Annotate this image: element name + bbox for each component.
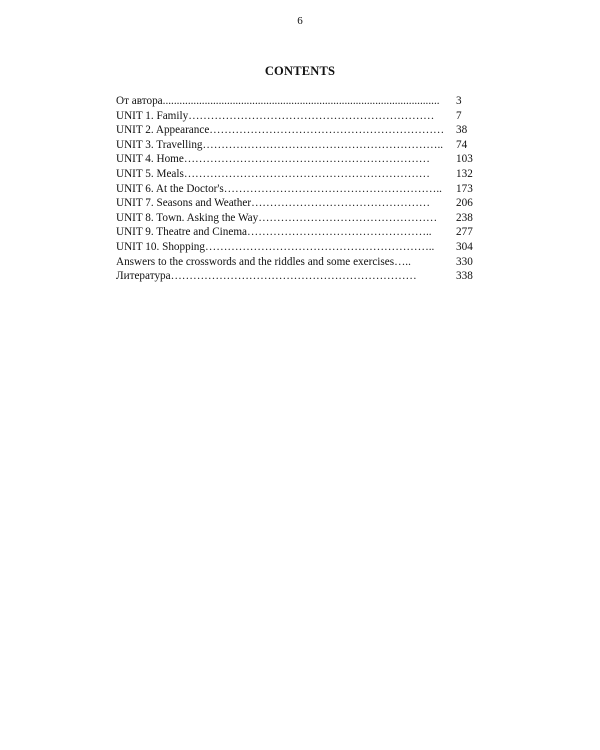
toc-label: UNIT 4. Home <box>116 153 184 166</box>
toc-page-number: 103 <box>456 153 473 166</box>
toc-row <box>116 255 478 270</box>
toc-label: UNIT 1. Family <box>116 109 189 122</box>
toc-page-number: 277 <box>456 226 473 239</box>
toc-leader-dots: ……………………………………………………….. <box>202 138 444 151</box>
toc-leader-dots: ………………………………………… <box>251 197 431 210</box>
toc-label: От автора <box>116 95 163 107</box>
toc-leader-dots: ………………………………………………….. <box>223 182 442 195</box>
toc-leader-dots: ………………………………………… <box>258 211 438 224</box>
toc-page-number: 330 <box>456 255 473 268</box>
toc-label: UNIT 2. Appearance <box>116 124 210 137</box>
toc-page-number: 173 <box>456 182 473 195</box>
toc-row <box>116 211 478 226</box>
toc-leader-dots: ………………………………………………………… <box>183 167 430 180</box>
toc-entry <box>116 225 447 240</box>
toc-label: UNIT 9. Theatre and Cinema <box>116 226 247 239</box>
toc-row <box>116 167 478 182</box>
toc-label: UNIT 7. Seasons and Weather <box>116 197 252 210</box>
toc-row <box>116 225 478 240</box>
toc-row <box>116 109 478 124</box>
page-number: 6 <box>297 15 303 27</box>
toc-leader-dots: ….. <box>394 255 411 268</box>
toc-label: UNIT 6. At the Doctor's <box>116 182 224 195</box>
toc-label: UNIT 8. Town. Asking the Way <box>116 211 259 224</box>
toc-label: UNIT 10. Shopping <box>116 240 205 253</box>
toc-page-number: 7 <box>456 109 462 122</box>
toc-entry <box>116 182 447 197</box>
table-of-contents <box>116 94 478 284</box>
toc-page-number: 238 <box>456 211 473 224</box>
toc-leader-dots: ………………………………………………………… <box>183 153 430 166</box>
toc-entry <box>116 123 447 138</box>
toc-page-number: 206 <box>456 197 473 210</box>
contents-title: CONTENTS <box>264 64 336 78</box>
toc-leader-dots: ................................................................................................... <box>162 95 440 107</box>
toc-label: Литература <box>116 270 171 283</box>
toc-page-number: 338 <box>456 270 473 283</box>
toc-leader-dots: ……………………………………………………… <box>209 124 445 137</box>
toc-entry <box>116 109 447 124</box>
toc-row <box>116 269 478 284</box>
toc-entry <box>116 94 447 109</box>
toc-entry <box>116 167 447 182</box>
toc-entry <box>116 152 447 167</box>
toc-row <box>116 138 478 153</box>
toc-label: UNIT 5. Meals <box>116 167 184 180</box>
toc-row <box>116 94 478 109</box>
toc-page-number: 38 <box>456 124 468 137</box>
toc-entry <box>116 255 447 270</box>
toc-row <box>116 182 478 197</box>
toc-entry <box>116 269 447 284</box>
toc-leader-dots: …………………………………………………….. <box>205 240 435 253</box>
toc-leader-dots: ………………………………………………………… <box>188 109 435 122</box>
toc-row <box>116 196 478 211</box>
toc-row <box>116 123 478 138</box>
toc-page-number: 304 <box>456 240 473 253</box>
toc-label: Answers to the crosswords and the riddles and some exercises <box>116 255 395 268</box>
toc-page-number: 74 <box>456 138 468 151</box>
toc-row <box>116 152 478 167</box>
toc-label: UNIT 3. Travelling <box>116 138 203 151</box>
toc-entry <box>116 240 447 255</box>
toc-leader-dots: ………………………………………….. <box>247 226 432 239</box>
toc-entry <box>116 138 447 153</box>
toc-leader-dots: ………………………………………………………… <box>170 270 417 283</box>
toc-row <box>116 240 478 255</box>
toc-entry <box>116 211 447 226</box>
toc-page-number: 132 <box>456 167 473 180</box>
toc-page-number: 3 <box>456 95 462 107</box>
toc-entry <box>116 196 447 211</box>
